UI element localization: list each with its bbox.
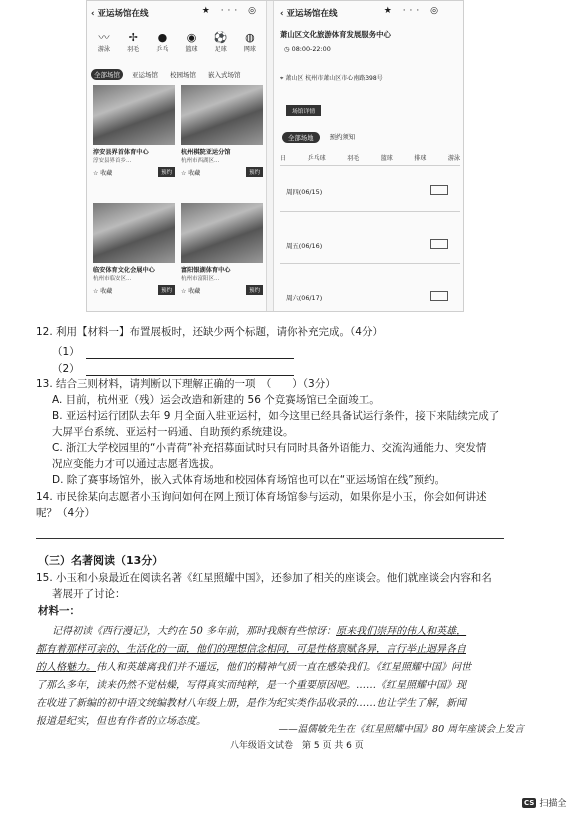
material-line-3: 的人格魅力。伟人和英雄离我们并不遥远，他们的精神气质一直在感染我们。《红星照耀中国》问世 xyxy=(36,662,471,673)
shuttlecock-icon: ✢ xyxy=(128,31,138,44)
option-d: D. 除了赛事场馆外，嵌入式体育场地和校园体育场馆也可以在“亚运场馆在线”预约。 xyxy=(52,474,446,486)
question-14-continued: 呢？（4分） xyxy=(36,507,96,519)
option-c: C. 浙江大学校园里的“小青荷”补充招募面试时只有同时具备外语能力、交流沟通能力、突发情 xyxy=(52,442,487,454)
tab-all-courts: 全部场地 xyxy=(282,132,320,143)
venue-detail-screenshot xyxy=(273,1,464,312)
sport-column-header: 日 乒乓球 羽毛 篮球 排球 游泳 xyxy=(280,155,460,162)
venue-card: 淳安县界首体育中心 淳安县界首乡... ☆ 收藏 预约 xyxy=(93,85,175,177)
book-button: 预约 xyxy=(246,285,263,295)
right-header-icons: ★ ··· ◎ xyxy=(383,6,442,16)
scanner-watermark: CS 扫描全 xyxy=(524,798,567,809)
tab-all: 全部场馆 xyxy=(91,69,123,80)
question-12: 12. 利用【材料一】布置展板时，还缺少两个标题，请你补充完成。（4分） xyxy=(36,326,383,338)
tennis-icon: ◍ xyxy=(245,31,255,44)
day-row: 周六(06/17) xyxy=(286,294,323,302)
material-line-5: 在收进了新编的初中语文统编教材八年级上册，是作为纪实类作品收录的……也让学生了解，新闻 xyxy=(36,698,466,709)
book-button: 预约 xyxy=(246,167,263,177)
venue-tabs xyxy=(91,69,244,80)
day-row: 周四(06/15) xyxy=(286,188,323,196)
option-a: A. 目前，杭州亚（残）运会改造和新建的 56 个竞赛场馆已全面竣工。 xyxy=(52,394,380,406)
venue-list-screenshot xyxy=(87,1,267,312)
slot-box xyxy=(430,185,448,195)
category-tennis: ◍ 网球 xyxy=(237,31,263,53)
day-row: 周五(06/16) xyxy=(286,242,323,250)
basketball-icon: ◉ xyxy=(186,31,197,44)
answer-line xyxy=(36,538,504,539)
category-swim: 〰 游泳 xyxy=(91,31,117,53)
section-heading: （三）名著阅读（13分） xyxy=(38,554,164,567)
option-b-continued: 大屏平台系统、亚运村一码通、自助预约系统建设。 xyxy=(52,426,294,438)
category-pingpong: ● 乒乓 xyxy=(149,31,175,53)
material-line-1: 记得初读《西行漫记》，大约在 50 多年前，那时我颇有些惊讶：原来我们崇拜的伟人和英雄， xyxy=(52,626,467,637)
tab-campus: 校园场馆 xyxy=(170,71,196,79)
material-line-6: 报道是纪实，但也有作者的立场态度。 xyxy=(36,716,206,727)
material-source: ——温儒敏先生在《红星照耀中国》80 周年座谈会上发言 xyxy=(278,724,524,735)
category-soccer: ⚽ 足球 xyxy=(208,31,234,53)
material-label: 材料一： xyxy=(38,605,80,617)
sport-category-row xyxy=(91,31,263,53)
page-footer: 八年级语文试卷 第 5 页 共 6 页 xyxy=(230,741,364,751)
clock-icon: ◷ xyxy=(284,45,290,53)
answer-underline xyxy=(86,365,294,376)
pingpong-icon: ● xyxy=(157,31,168,44)
answer-blank-2: （2） xyxy=(52,361,294,376)
divider xyxy=(280,165,460,166)
swim-icon: 〰 xyxy=(98,31,110,44)
venue-card: 富阳银湖体育中心 杭州市富阳区... ☆ 收藏 预约 xyxy=(181,203,263,295)
favorite-label: ☆ 收藏 xyxy=(181,169,201,177)
location-pin-icon: ⌖ xyxy=(280,75,284,82)
slot-box xyxy=(430,239,448,249)
opening-hours: ◷ 08:00-22:00 xyxy=(284,45,331,53)
soccer-icon: ⚽ xyxy=(213,31,228,44)
venue-photo xyxy=(93,85,175,145)
venue-address: ⌖ 萧山区 杭州市萧山区市心南路398号 xyxy=(280,75,383,82)
category-basketball: ◉ 篮球 xyxy=(179,31,205,53)
tab-booking-notes: 预约须知 xyxy=(329,133,356,141)
app-screenshots-figure xyxy=(86,0,464,312)
venue-card: 杭州棋院亚运分馆 杭州市西湖区... ☆ 收藏 预约 xyxy=(181,85,263,177)
detail-tabs xyxy=(282,132,355,143)
favorite-label: ☆ 收藏 xyxy=(93,287,113,295)
option-b: B. 亚运村运行团队去年 9 月全面入驻亚运村，如今这里已经具备试运行条件，接下来陆续完成了 xyxy=(52,410,500,422)
favorite-label: ☆ 收藏 xyxy=(93,169,113,177)
category-badminton: ✢ 羽毛 xyxy=(120,31,146,53)
venue-photo xyxy=(181,203,263,263)
book-button: 预约 xyxy=(158,285,175,295)
venue-name: 萧山区文化旅游体育发展服务中心 xyxy=(280,30,391,39)
tab-asian-games: 亚运场馆 xyxy=(132,71,158,79)
left-header-icons: ★ ··· ◎ xyxy=(201,6,260,16)
divider xyxy=(280,263,460,264)
material-line-2: 都有着那样可亲的、生活化的一面，他们的理想信念相同，可是性格禀赋各异，言行举止迥异各自 xyxy=(36,644,466,655)
material-line-4: 了那么多年，读来仍然不觉枯燥，写得真实而纯粹，是一个重要原因吧。……《红星照耀中国》现 xyxy=(36,680,466,691)
question-14: 14. 市民徐某向志愿者小玉询问如何在网上预订体育场馆参与运动，如果你是小玉，你会如何讲述 xyxy=(36,491,487,503)
slot-box xyxy=(430,291,448,301)
camscanner-logo-icon: CS xyxy=(524,798,535,807)
tab-embedded: 嵌入式场馆 xyxy=(208,71,241,79)
right-app-title: ‹ 亚运场馆在线 xyxy=(280,9,338,19)
question-13-stem: 13. 结合三则材料，请判断以下理解正确的一项 （ ）（3分） xyxy=(36,378,336,390)
answer-blank-1: （1） xyxy=(52,344,294,359)
venue-photo xyxy=(181,85,263,145)
venue-detail-pill: 场馆详情 xyxy=(286,105,321,116)
question-15: 15. 小玉和小泉最近在阅读名著《红星照耀中国》，还参加了相关的座谈会。他们就座谈会内容和名 xyxy=(36,572,492,584)
question-15-continued: 著展开了讨论： xyxy=(52,588,126,600)
venue-card: 临安体育文化会展中心 杭州市临安区... ☆ 收藏 预约 xyxy=(93,203,175,295)
favorite-label: ☆ 收藏 xyxy=(181,287,201,295)
divider xyxy=(280,211,460,212)
option-c-continued: 况应变能力才可以通过志愿者选拔。 xyxy=(52,458,220,470)
book-button: 预约 xyxy=(158,167,175,177)
left-app-title: ‹ 亚运场馆在线 xyxy=(91,9,149,19)
answer-underline xyxy=(86,348,294,359)
venue-photo xyxy=(93,203,175,263)
